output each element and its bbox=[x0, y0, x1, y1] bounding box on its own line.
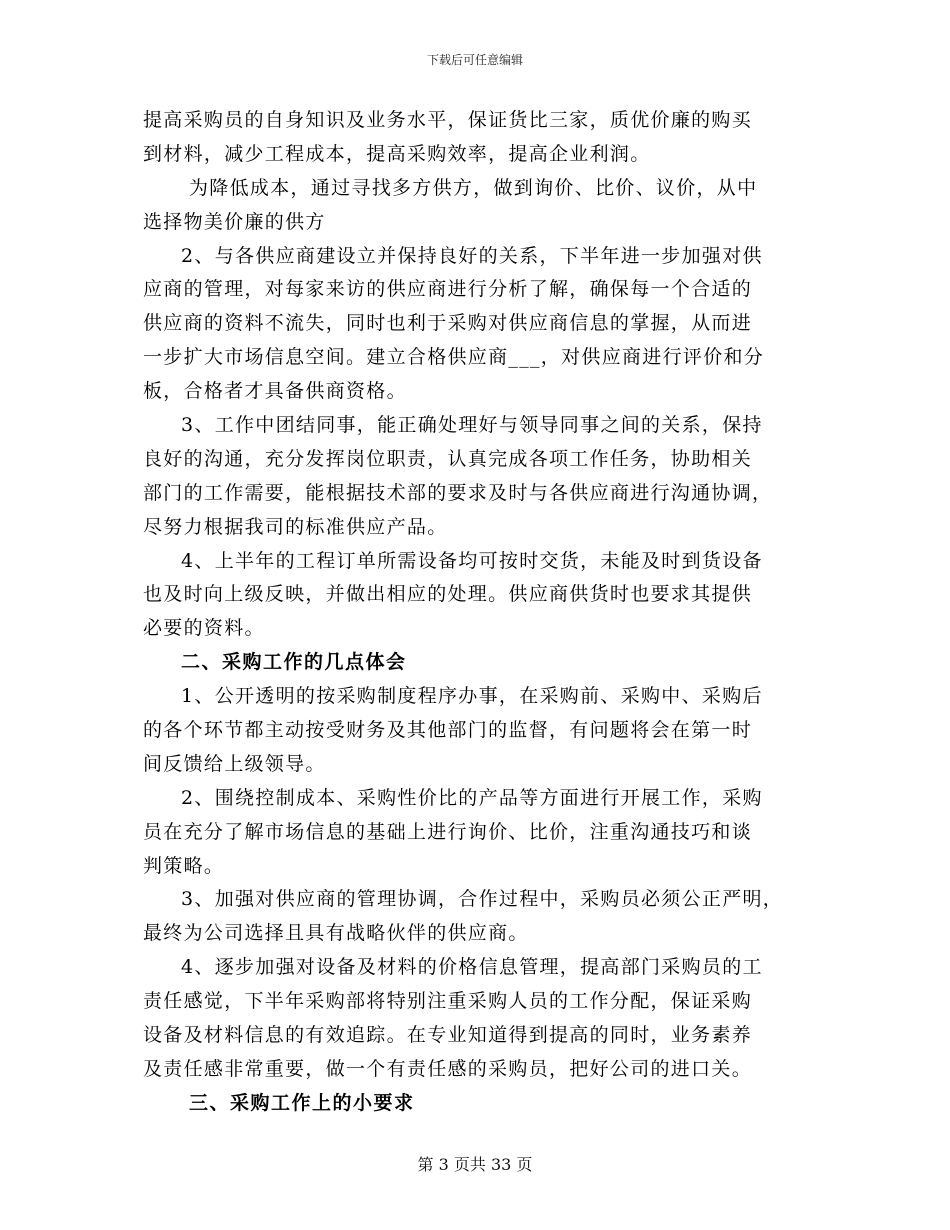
body-line: 4、上半年的工程订单所需设备均可按时交货，未能及时到货设备 bbox=[181, 549, 763, 572]
body-line: 供应商的资料不流失，同时也利于采购对供应商信息的掌握，从而进 bbox=[143, 312, 753, 335]
body-line: 一步扩大市场信息空间。建立合格供应商___，对供应商进行评价和分 bbox=[143, 346, 765, 369]
body-line: 应商的管理，对每家来访的供应商进行分析了解，确保每一个合适的 bbox=[143, 278, 753, 301]
body-line: 尽努力根据我司的标准供应产品。 bbox=[143, 515, 448, 538]
body-line: 1、公开透明的按采购制度程序办事，在采购前、采购中、采购后 bbox=[181, 685, 763, 708]
body-line: 到材料，减少工程成本，提高采购效率，提高企业利润。 bbox=[143, 142, 651, 165]
body-line: 最终为公司选择且具有战略伙伴的供应商。 bbox=[143, 922, 529, 945]
body-line: 也及时向上级反映，并做出相应的处理。供应商供货时也要求其提供 bbox=[143, 583, 753, 606]
body-line: 选择物美价廉的供方 bbox=[143, 210, 326, 233]
body-line: 4、逐步加强对设备及材料的价格信息管理，提高部门采购员的工 bbox=[181, 956, 763, 979]
section-heading: 二、采购工作的几点体会 bbox=[181, 651, 407, 674]
section-heading: 三、采购工作上的小要求 bbox=[189, 1091, 415, 1114]
body-line: 2、与各供应商建设立并保持良好的关系，下半年进一步加强对供 bbox=[181, 244, 763, 267]
body-line: 3、加强对供应商的管理协调，合作过程中，采购员必须公正严明， bbox=[181, 888, 784, 911]
body-line: 必要的资料。 bbox=[143, 617, 265, 640]
body-line: 2、围绕控制成本、采购性价比的产品等方面进行开展工作，采购 bbox=[181, 786, 763, 809]
body-line: 间反馈给上级领导。 bbox=[143, 752, 326, 775]
body-line: 板，合格者才具备供商资格。 bbox=[143, 380, 407, 403]
body-line: 判策略。 bbox=[143, 854, 225, 877]
body-line: 部门的工作需要，能根据技术部的要求及时与各供应商进行沟通协调， bbox=[143, 481, 773, 504]
body-line: 3、工作中团结同事，能正确处理好与领导同事之间的关系，保持 bbox=[181, 414, 763, 437]
body-line: 的各个环节都主动按受财务及其他部门的监督，有问题将会在第一时 bbox=[143, 719, 753, 742]
body-line: 设备及材料信息的有效追踪。在专业知道得到提高的同时，业务素养 bbox=[143, 1024, 753, 1047]
body-line: 为降低成本，通过寻找多方供方，做到询价、比价、议价，从中 bbox=[189, 176, 758, 199]
body-line: 员在充分了解市场信息的基础上进行询价、比价，注重沟通技巧和谈 bbox=[143, 820, 753, 843]
document-body bbox=[143, 104, 813, 1121]
page-header: 下载后可任意编辑 bbox=[426, 53, 523, 67]
page-footer: 第 3 页共 33 页 bbox=[417, 1155, 533, 1174]
body-line: 责任感觉，下半年采购部将特别注重采购人员的工作分配，保证采购 bbox=[143, 990, 753, 1013]
body-line: 提高采购员的自身知识及业务水平，保证货比三家，质优价廉的购买 bbox=[143, 109, 753, 131]
body-line: 及责任感非常重要，做一个有责任感的采购员，把好公司的进口关。 bbox=[143, 1057, 753, 1080]
body-line: 良好的沟通，充分发挥岗位职责，认真完成各项工作任务，协助相关 bbox=[143, 447, 753, 470]
